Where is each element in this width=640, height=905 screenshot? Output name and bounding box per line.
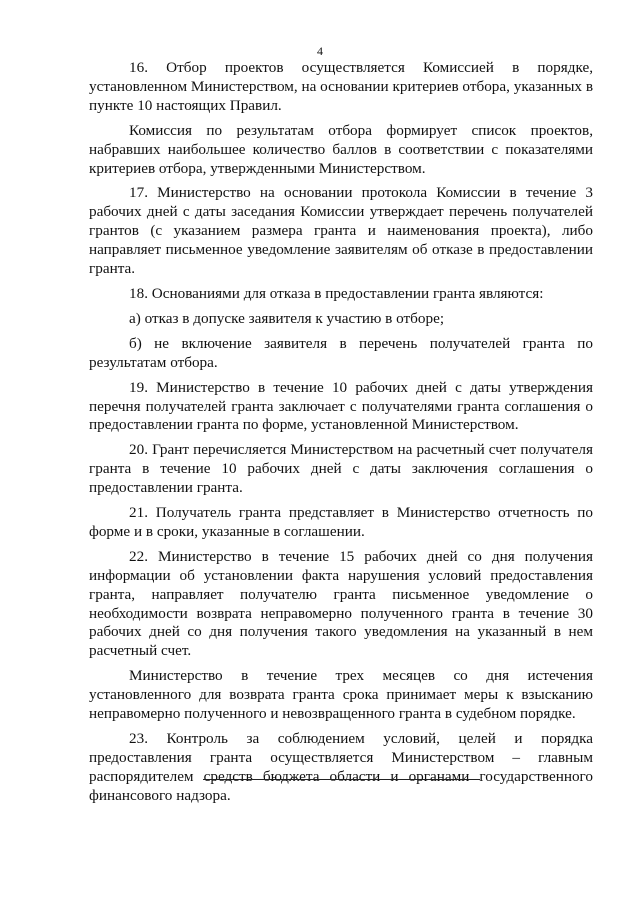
paragraph-18-b: б) не включение заявителя в перечень получателей гранта по результатам отбора. [89,334,593,371]
paragraph-18-a: а) отказ в допуске заявителя к участию в отборе; [129,309,445,327]
paragraph-23: 23. Контроль за соблюдением условий, целей и порядка предоставления гранта осуществляется Министерством – главным распорядителем средств бюджета области и органами государственного финансового надзора. [89,730,593,804]
paragraph-16-commission: Комиссия по результатам отбора формирует список проектов, набравших наибольшее количество баллов в соответствии с показателями критериев отбора, утвержденными Министерством. [89,121,593,177]
paragraph-17: 17. Министерство на основании протокола Комиссии в течение 3 рабочих дней с даты заседания Комиссии утверждает перечень получателей грантов (с указанием размера гранта и наименования проекта), либо направляет письменное уведомление заявителям об отказе в предоставлении гранта. [89,184,593,278]
paragraph-20: 20. Грант перечисляется Министерством на расчетный счет получателя гранта в течение 10 рабочих дней с даты заключения соглашения о предоставлении гранта. [89,441,593,497]
paragraph-18: 18. Основаниями для отказа в предоставлении гранта являются: [129,284,544,302]
page-number: 4 [317,44,323,58]
end-divider [203,779,480,780]
paragraph-21: 21. Получатель гранта представляет в Министерство отчетность по форме и в сроки, указанные в соглашении. [89,504,593,540]
paragraph-19: 19. Министерство в течение 10 рабочих дней с даты утверждения перечня получателей гранта заключает с получателями гранта соглашения о предоставлении гранта по форме, установленной Министерством. [89,378,593,434]
document-body [89,59,593,806]
paragraph-16: 16. Отбор проектов осуществляется Комиссией в порядке, установленном Министерством, на основании критериев отбора, указанных в пункте 10 настоящих Правил. [89,59,593,114]
paragraph-22-recovery: Министерство в течение трех месяцев со дня истечения установленного для возврата гранта срока принимает меры к взысканию неправомерно полученного и невозвращенного гранта в судебном порядке. [89,667,593,723]
paragraph-22: 22. Министерство в течение 15 рабочих дней со дня получения информации об установлении факта нарушения условий предоставления гранта, направляет получателю гранта письменное уведомление о необходимости возврата неправомерно полученного гранта в течение 30 рабочих дней со дня получения такого уведомления на указанный в нем расчетный счет. [89,547,593,660]
